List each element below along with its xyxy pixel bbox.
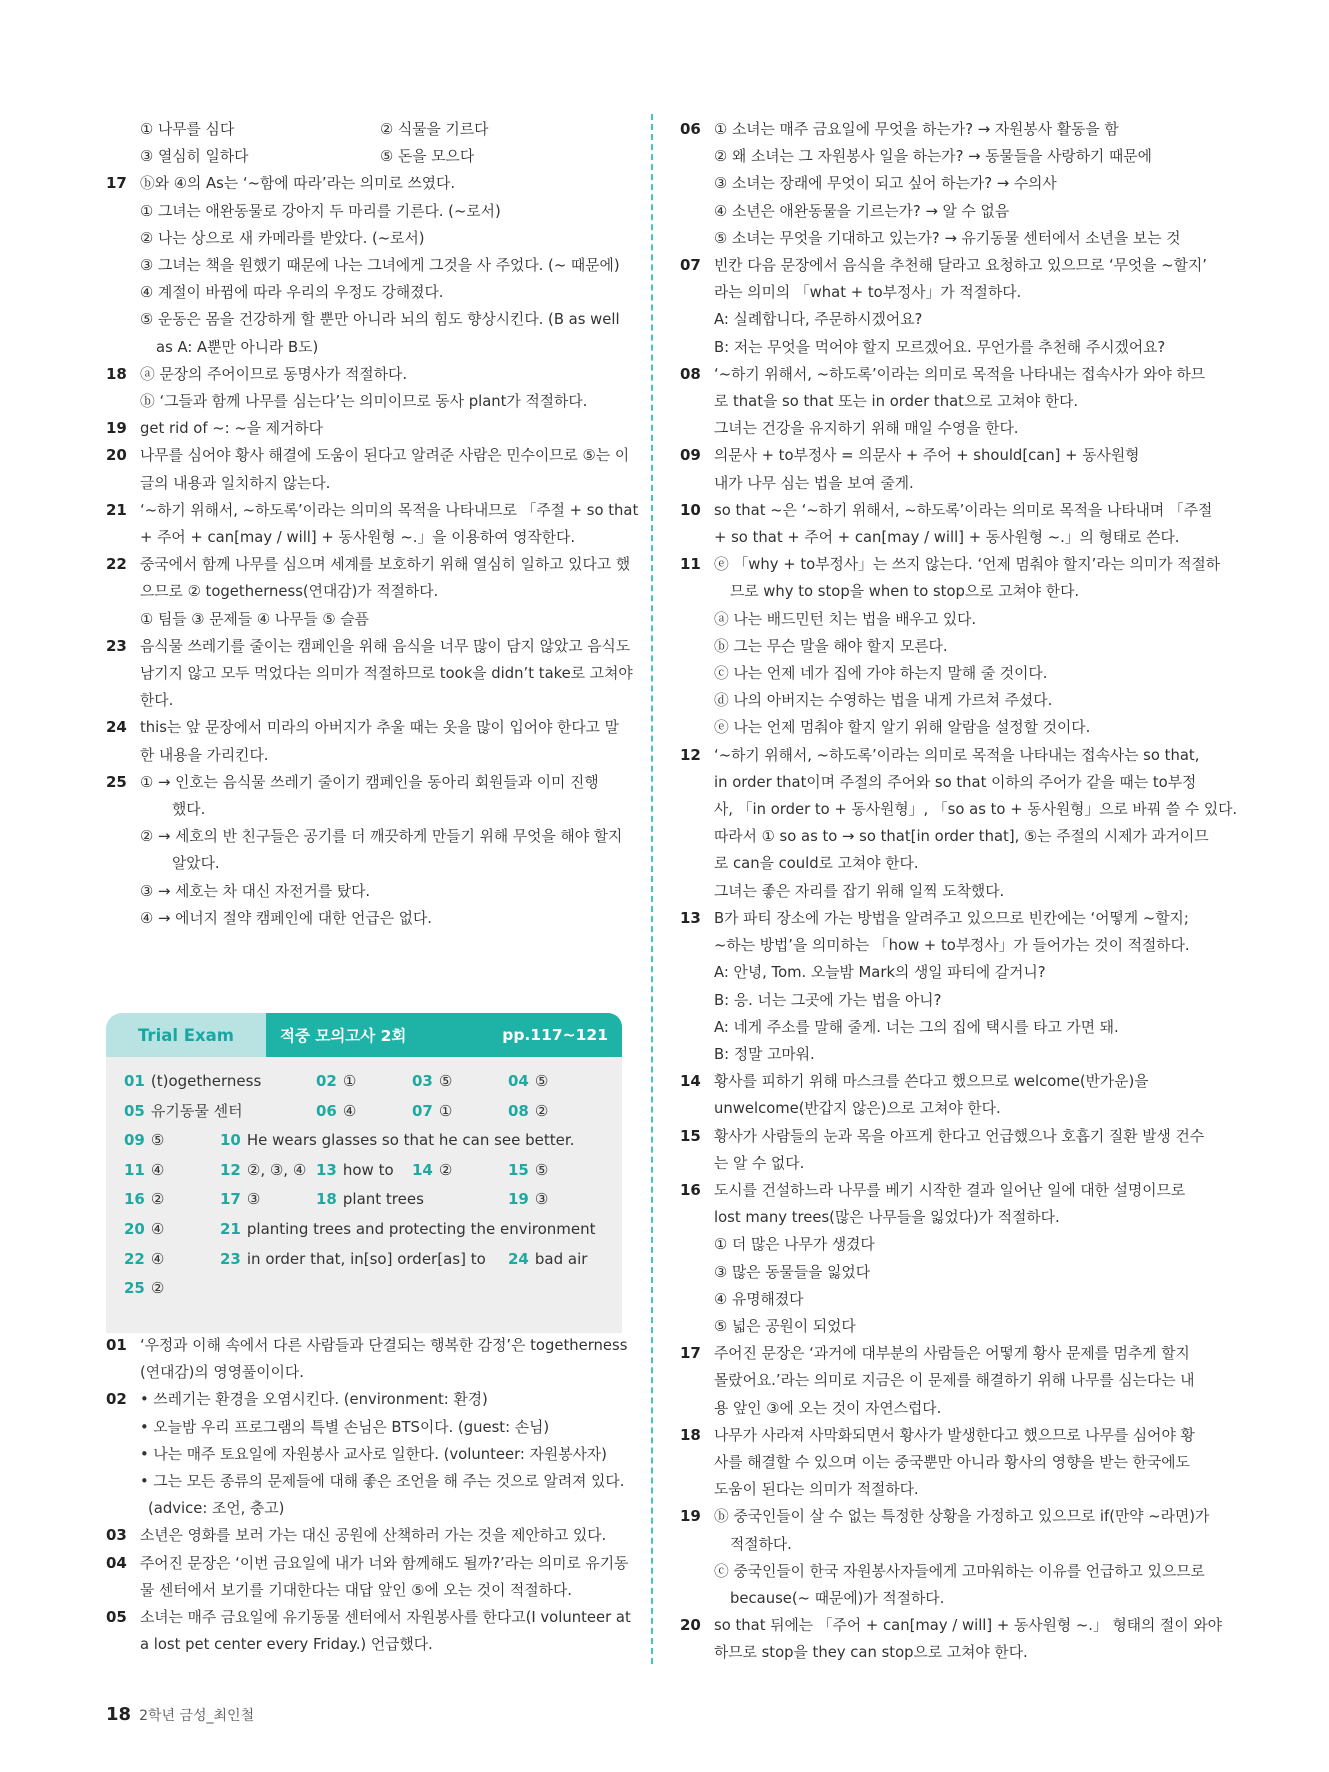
answer-number: 18 (316, 1190, 337, 1209)
answer-cell (124, 1067, 316, 1097)
text-line: 따라서 ① so as to → so that[in order that], ⑤는 주절의 시제가 과거이므 (714, 828, 1209, 846)
answer-row (124, 1215, 608, 1245)
text-line: 그녀는 좋은 자리를 잡기 위해 일찍 도착했다. (714, 882, 1005, 900)
explanation-item (680, 1123, 1205, 1177)
item-body (140, 170, 622, 360)
item-body (140, 1522, 622, 1549)
item-body (140, 714, 622, 768)
text-line: ⑤ 운동은 몸을 건강하게 할 뿐만 아니라 뇌의 힘도 향상시킨다. (B as well (140, 311, 620, 329)
answer-value: ②, ③, ④ (246, 1160, 307, 1179)
answer-value: ③ (534, 1190, 549, 1209)
item-body (140, 769, 622, 932)
text-line: ④ 계절이 바뀜에 따라 우리의 우정도 강해졌다. (140, 284, 444, 302)
answer-row (124, 1067, 608, 1097)
text-line: 소년은 영화를 보러 가는 대신 공원에 산책하러 가는 것을 제안하고 있다. (140, 1527, 607, 1545)
text-line: 물 센터에서 보기를 기대한다는 대답 앞인 ⑤에 오는 것이 적절하다. (140, 1581, 572, 1599)
text-line: 도시를 건설하느라 나무를 베기 시작한 결과 일어난 일에 대한 설명이므로 (714, 1181, 1186, 1199)
text-line: 내가 나무 심는 법을 보여 줄게. (714, 474, 914, 492)
answer-number: 09 (124, 1131, 145, 1150)
item-number: 06 (680, 120, 701, 138)
item-number: 19 (106, 419, 127, 438)
answer-value: ④ (150, 1249, 165, 1268)
text-line: 빈칸 다음 문장에서 음식을 추천해 달라고 요청하고 있으므로 ‘무엇을 ~할지’ (714, 257, 1207, 275)
item-number: 13 (680, 908, 701, 927)
text-line: A: 실례합니다, 주문하시겠어요? (714, 311, 923, 329)
item-body (140, 442, 629, 496)
text-line: 알았다. (172, 855, 220, 873)
text-line: ① 소녀는 매주 금요일에 무엇을 하는가? → 자원봉사 활동을 함 (714, 121, 1119, 138)
text-line: 용 앞인 ③에 오는 것이 자연스럽다. (714, 1399, 942, 1417)
item-body (714, 116, 1198, 252)
text-line: 한 내용을 가리킨다. (140, 746, 269, 764)
text-line: 한다. (140, 692, 174, 710)
text-line: 몰랐어요.’라는 의미로 지금은 이 문제를 해결하기 위해 나무를 심는다는 내 (714, 1372, 1195, 1390)
explanation-item (680, 1340, 1198, 1422)
text-line: 남기지 않고 모두 먹었다는 의미가 적절하므로 took을 didn’t take로 고쳐야 (140, 665, 633, 683)
item-body (714, 1068, 1198, 1122)
text-line: B: 정말 고마워. (714, 1045, 815, 1063)
item-number: 14 (680, 1072, 701, 1091)
answer-number: 14 (412, 1160, 433, 1179)
explanation-item (106, 551, 631, 633)
text-line: + 주어 + can[may / will] + 동사원형 ~.」을 이용하여 영작한다. (140, 529, 576, 547)
explanation-item (106, 361, 622, 415)
text-line: so that 뒤에는 「주어 + can[may / will] + 동사원형 ~.」 형태의 절이 와야 (714, 1617, 1222, 1635)
item-body (140, 116, 622, 170)
text-line: ⓐ 문장의 주어이므로 동명사가 적절하다. (140, 365, 408, 383)
text-line: ⓔ 나는 언제 멈춰야 할지 알기 위해 알람을 설정할 것이다. (714, 719, 1091, 737)
answer-cell (124, 1097, 316, 1127)
item-body (714, 1503, 1209, 1612)
item-number: 21 (106, 500, 127, 519)
answer-number: 03 (412, 1072, 433, 1090)
answer-cell (412, 1156, 508, 1186)
item-number: 19 (680, 1507, 701, 1526)
text-line: 글의 내용과 일치하지 않는다. (140, 474, 331, 492)
text-line: ‘~하기 위해서, ~하도록’이라는 의미로 목적을 나타내는 접속사는 so that, (714, 746, 1200, 764)
answer-cell (220, 1126, 600, 1156)
answer-cell (220, 1245, 508, 1275)
answer-row (124, 1097, 608, 1127)
answer-value: ④ (150, 1219, 165, 1238)
answer-value: ② (150, 1279, 165, 1298)
text-line: ⓑ와 ④의 As는 ‘~함에 따라’라는 의미로 쓰였다. (140, 175, 456, 193)
item-body (140, 1386, 624, 1522)
text-line: • 오늘밤 우리 프로그램의 특별 손님은 BTS이다. (guest: 손님) (140, 1418, 550, 1436)
item-number: 25 (106, 772, 127, 791)
text-line: 사, 「in order to + 동사원형」, 「so as to + 동사원형」으로 바꿔 쓸 수 있다. (714, 801, 1238, 819)
text-line: ⓐ 나는 배드민턴 치는 법을 배우고 있다. (714, 610, 977, 628)
text-line: 주어진 문장은 ‘과거에 대부분의 사람들은 어떻게 황사 문제를 멈추게 할지 (714, 1345, 1190, 1363)
item-number: 03 (106, 1526, 127, 1545)
text-line: + so that + 주어 + can[may / will] + 동사원형 ~.」의 형태로 쓴다. (714, 529, 1180, 547)
text-line: 는 알 수 없다. (714, 1154, 805, 1172)
answer-cell (508, 1185, 568, 1215)
item-body (714, 1612, 1222, 1666)
left-column-bottom (106, 1332, 631, 1658)
answer-number: 17 (220, 1190, 241, 1209)
answer-value: ① (342, 1072, 357, 1090)
answer-key (106, 1057, 622, 1333)
item-body (140, 1332, 627, 1386)
text-line: lost many trees(많은 나무들을 잃었다)가 적절하다. (714, 1209, 1060, 1227)
item-number: 07 (680, 256, 701, 275)
explanation-item (106, 170, 622, 360)
text-line: ① 그녀는 애완동물로 강아지 두 마리를 기른다. (~로서) (140, 202, 501, 220)
answer-row (124, 1126, 608, 1156)
answer-cell (508, 1245, 608, 1275)
answer-number: 08 (508, 1101, 529, 1120)
choice-text: ① 나무를 심다 (140, 121, 235, 138)
text-line: because(~ 때문에)가 적절하다. (730, 1589, 945, 1607)
text-line: ③ 많은 동물들을 잃었다 (714, 1263, 871, 1281)
item-body (140, 551, 630, 633)
item-number: 24 (106, 718, 127, 737)
text-line: 했다. (172, 801, 206, 819)
explanation-item (680, 551, 1221, 741)
explanation-item (106, 1332, 628, 1386)
text-line: ① → 인호는 음식물 쓰레기 줄이기 캠페인을 동아리 회원들과 이미 진행 (140, 773, 599, 791)
explanation-item (680, 116, 1198, 252)
item-number: 23 (106, 636, 127, 655)
answer-value: plant trees (342, 1190, 424, 1209)
item-body (714, 1177, 1198, 1340)
answer-cell (412, 1097, 508, 1127)
text-line: 주어진 문장은 ‘이번 금요일에 내가 너와 함께해도 될까?’라는 의미로 유기동 (140, 1554, 629, 1572)
answer-number: 23 (220, 1249, 241, 1268)
answer-number: 16 (124, 1190, 145, 1209)
text-line: ⓑ ‘그들과 함께 나무를 심는다’는 의미이므로 동사 plant가 적절하다. (140, 393, 588, 411)
explanation-item (680, 905, 1198, 1068)
item-body (714, 742, 1237, 905)
item-body (140, 361, 622, 415)
choice-row (140, 143, 622, 170)
answer-cell (124, 1245, 220, 1275)
explanation-item (680, 497, 1213, 551)
text-line: ⓑ 중국인들이 살 수 없는 특정한 상황을 가정하고 있으므로 if(만약 ~라면)가 (714, 1508, 1210, 1526)
answer-value: (t)ogetherness (150, 1072, 262, 1090)
text-line: (연대감)의 영영풀이이다. (140, 1364, 304, 1382)
text-line: 중국에서 함께 나무를 심으며 세계를 보호하기 위해 열심히 일하고 있다고 했 (140, 556, 631, 574)
explanation-item (106, 116, 622, 170)
answer-value: ④ (150, 1160, 165, 1179)
text-line: B: 저는 무엇을 먹어야 할지 모르겠어요. 무언가를 추천해 주시겠어요? (714, 338, 1166, 356)
answer-number: 06 (316, 1101, 337, 1120)
text-line: 라는 의미의 「what + to부정사」가 적절하다. (714, 284, 1022, 302)
text-line: ⓓ 나의 아버지는 수영하는 법을 내게 가르쳐 주셨다. (714, 692, 1053, 710)
answer-cell (316, 1156, 412, 1186)
text-line: 으므로 ② togetherness(연대감)가 적절하다. (140, 583, 439, 601)
answer-number: 01 (124, 1072, 145, 1090)
choice-text: ③ 열심히 일하다 (140, 148, 249, 166)
item-body (140, 633, 633, 715)
answer-cell (220, 1156, 316, 1186)
page-number: 18 (106, 1704, 132, 1725)
item-number: 17 (680, 1344, 701, 1363)
text-line: ⓑ 그는 무슨 말을 해야 할지 모른다. (714, 637, 948, 655)
answer-number: 02 (316, 1072, 337, 1090)
text-line: ③ → 세호는 차 대신 자전거를 탔다. (140, 882, 371, 900)
text-line: 나무가 사라져 사막화되면서 황사가 발생한다고 했으므로 나무를 심어야 황 (714, 1426, 1195, 1444)
text-line: 로 that을 so that 또는 in order that으로 고쳐야 한다. (714, 393, 1079, 411)
explanation-item (680, 1503, 1210, 1612)
item-body (140, 497, 638, 551)
text-line: A: 네게 주소를 말해 줄게. 너는 그의 집에 택시를 타고 가면 돼. (714, 1018, 1119, 1036)
text-line: B가 파티 장소에 가는 방법을 알려주고 있으므로 빈칸에는 ‘어떻게 ~할지; (714, 909, 1189, 927)
text-line: ③ 그녀는 책을 원했기 때문에 나는 그녀에게 그것을 사 주었다. (~ 때문에) (140, 257, 620, 275)
choice-row (140, 116, 622, 143)
answer-number: 07 (412, 1101, 433, 1120)
text-line: ‘~하기 위해서, ~하도록’이라는 의미로 목적을 나타내는 접속사가 와야 하므 (714, 365, 1206, 383)
answer-cell (124, 1274, 220, 1304)
text-line: ‘~하기 위해서, ~하도록’이라는 의미의 목적을 나타내므로 「주절 + so that (140, 501, 639, 519)
explanation-item (680, 361, 1206, 443)
item-body (714, 442, 1198, 496)
answer-value: He wears glasses so that he can see better. (246, 1131, 575, 1150)
answer-cell (508, 1097, 588, 1127)
answer-value: ② (534, 1101, 549, 1120)
item-body (140, 1550, 628, 1604)
trial-exam-title-bar (266, 1013, 622, 1057)
item-number: 01 (106, 1336, 127, 1354)
answer-value: bad air (534, 1249, 588, 1268)
text-line: in order that이며 주절의 주어와 so that 이하의 주어가 같을 때는 to부정 (714, 773, 1197, 791)
answer-value: ④ (342, 1101, 357, 1120)
trial-exam-tab: Trial Exam (106, 1013, 266, 1057)
text-line: this는 앞 문장에서 미라의 아버지가 추울 때는 옷을 많이 입어야 한다고 말 (140, 719, 619, 737)
text-line: ⑤ 넓은 공원이 되었다 (714, 1317, 856, 1335)
item-number (106, 116, 140, 170)
text-line: 소녀는 매주 금요일에 유기동물 센터에서 자원봉사를 한다고(I volunteer at (140, 1609, 631, 1627)
answer-row (124, 1245, 608, 1275)
page-footer (106, 1704, 254, 1725)
item-number: 16 (680, 1180, 701, 1199)
item-body (714, 361, 1205, 443)
text-line: ① 팀들 ③ 문제들 ④ 나무들 ⑤ 슬픔 (140, 610, 369, 628)
item-number: 18 (106, 364, 127, 383)
explanation-item (106, 497, 639, 551)
text-line: ⓒ 나는 언제 네가 집에 가야 하는지 말해 줄 것이다. (714, 665, 1048, 683)
explanation-item (680, 1612, 1222, 1666)
explanation-item (680, 1068, 1198, 1122)
text-line: ⓒ 중국인들이 한국 자원봉사자들에게 고마워하는 이유를 언급하고 있으므로 (714, 1562, 1205, 1580)
answer-value: ⑤ (438, 1072, 453, 1090)
text-line: ~하는 방법’을 의미하는 「how + to부정사」가 들어가는 것이 적절하다. (714, 937, 1190, 955)
explanation-item (106, 1604, 631, 1658)
item-number: 10 (680, 500, 701, 519)
column-divider (651, 114, 653, 1664)
explanation-item (680, 742, 1238, 905)
answer-value: how to (342, 1160, 394, 1179)
footer-text: 2학년 금성_최인철 (139, 1708, 255, 1724)
item-body (714, 252, 1207, 361)
text-line: 음식물 쓰레기를 줄이는 캠페인을 위해 음식을 너무 많이 담지 않았고 음식도 (140, 637, 631, 655)
answer-value: in order that, in[so] order[as] to (246, 1249, 486, 1268)
text-line: 사를 해결할 수 있으며 이는 중국뿐만 아니라 황사의 영향을 받는 한국에도 (714, 1453, 1190, 1471)
explanation-item (106, 714, 622, 768)
item-body (140, 1604, 631, 1658)
item-number: 08 (680, 364, 701, 383)
explanation-item (680, 442, 1198, 496)
choice-text: ⑤ 돈을 모으다 (380, 148, 475, 166)
explanation-item (106, 442, 630, 496)
answer-row (124, 1185, 608, 1215)
item-number: 02 (106, 1390, 127, 1409)
item-number: 20 (680, 1616, 701, 1635)
item-number: 15 (680, 1126, 701, 1145)
answer-number: 19 (508, 1190, 529, 1209)
text-line: get rid of ~: ~을 제거하다 (140, 420, 323, 438)
explanation-item (106, 1522, 622, 1549)
answer-cell (316, 1185, 508, 1215)
explanation-item (680, 252, 1207, 361)
text-line: ⓔ 「why + to부정사」는 쓰지 않는다. ‘언제 멈춰야 할지’라는 의미가 적절하 (714, 556, 1221, 574)
text-line: ④ 유명해졌다 (714, 1290, 804, 1308)
text-line: 황사가 사람들의 눈과 목을 아프게 한다고 언급했으나 호흡기 질환 발생 건수 (714, 1127, 1205, 1145)
item-number: 11 (680, 555, 701, 574)
answer-number: 12 (220, 1160, 241, 1179)
exam-pages: pp.117~121 (502, 1026, 608, 1044)
answer-number: 22 (124, 1249, 145, 1268)
item-number: 09 (680, 446, 701, 465)
text-line: 도움이 된다는 의미가 적절하다. (714, 1481, 919, 1499)
text-line: 므로 why to stop을 when to stop으로 고쳐야 한다. (730, 583, 1080, 601)
answer-cell (124, 1156, 220, 1186)
text-line: (advice: 조언, 충고) (148, 1500, 285, 1518)
item-number: 20 (106, 446, 127, 465)
left-column-top (106, 116, 639, 932)
item-body (714, 1340, 1198, 1422)
text-line: a lost pet center every Friday.) 언급했다. (140, 1636, 433, 1654)
answer-value: planting trees and protecting the environment (246, 1219, 596, 1238)
text-line: 로 can을 could로 고쳐야 한다. (714, 855, 919, 873)
answer-value: ② (150, 1190, 165, 1209)
answer-cell (508, 1067, 588, 1097)
item-number: 17 (106, 174, 127, 193)
answer-cell (316, 1097, 412, 1127)
answer-number: 21 (220, 1219, 241, 1238)
text-line: so that ~은 ‘~하기 위해서, ~하도록’이라는 의미로 목적을 나타내며 「주절 (714, 501, 1213, 519)
answer-cell (508, 1156, 568, 1186)
answer-number: 05 (124, 1101, 145, 1120)
text-line: 나무를 심어야 황사 해결에 도움이 된다고 알려준 사람은 민수이므로 ⑤는 이 (140, 447, 630, 465)
text-line: 하므로 stop을 they can stop으로 고쳐야 한다. (714, 1644, 1028, 1662)
item-number: 12 (680, 745, 701, 764)
item-number: 05 (106, 1608, 127, 1627)
answer-cell (124, 1185, 220, 1215)
answer-cell (124, 1126, 220, 1156)
answer-value: 유기동물 센터 (150, 1101, 243, 1120)
exam-title: 적중 모의고사 2회 (280, 1027, 407, 1045)
answer-number: 15 (508, 1160, 529, 1179)
text-line: ② 나는 상으로 새 카메라를 받았다. (~로서) (140, 229, 425, 247)
answer-cell (124, 1215, 220, 1245)
right-column (680, 116, 1238, 1667)
item-body (714, 905, 1198, 1068)
item-body (714, 1123, 1204, 1177)
text-line: ① 더 많은 나무가 생겼다 (714, 1236, 875, 1254)
explanation-item (106, 769, 622, 932)
text-line: ④ 소년은 애완동물을 기르는가? → 알 수 없음 (714, 202, 1010, 220)
text-line: ② → 세호의 반 친구들은 공기를 더 깨끗하게 만들기 위해 무엇을 해야 할지 (140, 828, 623, 846)
trial-exam-box (106, 1013, 622, 1333)
text-line: 황사를 피하기 위해 마스크를 쓴다고 했으므로 welcome(반가운)을 (714, 1073, 1149, 1091)
answer-value: ① (438, 1101, 453, 1120)
text-line: ⑤ 소녀는 무엇을 기대하고 있는가? → 유기동물 센터에서 소년을 보는 것 (714, 229, 1181, 247)
text-line: 의문사 + to부정사 = 의문사 + 주어 + should[can] + 동사원형 (714, 447, 1140, 465)
text-line: ③ 소녀는 장래에 무엇이 되고 싶어 하는가? → 수의사 (714, 175, 1057, 193)
answer-cell (220, 1215, 600, 1245)
answer-number: 25 (124, 1279, 145, 1298)
answer-number: 20 (124, 1219, 145, 1238)
item-body (714, 497, 1212, 551)
text-line: ② 왜 소녀는 그 자원봉사 일을 하는가? → 동물들을 사랑하기 때문에 (714, 148, 1152, 166)
item-number: 04 (106, 1553, 127, 1572)
text-line: ④ → 에너지 절약 캠페인에 대한 언급은 없다. (140, 909, 432, 927)
explanation-item (106, 1550, 629, 1604)
answer-row (124, 1156, 608, 1186)
item-body (714, 551, 1220, 741)
item-number: 22 (106, 555, 127, 574)
explanation-item (680, 1422, 1198, 1504)
choice-text: ② 식물을 기르다 (380, 121, 489, 138)
answer-value: ② (438, 1160, 453, 1179)
text-line: • 쓰레기는 환경을 오염시킨다. (environment: 환경) (140, 1391, 488, 1409)
item-number: 18 (680, 1425, 701, 1444)
answer-number: 24 (508, 1249, 529, 1268)
explanation-item (680, 1177, 1198, 1340)
explanation-item (106, 415, 622, 442)
answer-number: 11 (124, 1160, 145, 1179)
text-line: 그녀는 건강을 유지하기 위해 매일 수영을 한다. (714, 420, 1019, 438)
answer-cell (220, 1185, 316, 1215)
item-body (140, 415, 622, 442)
answer-value: ⑤ (534, 1160, 549, 1179)
text-line: 적절하다. (730, 1535, 792, 1553)
explanation-item (106, 1386, 625, 1522)
answer-number: 04 (508, 1072, 529, 1090)
text-line: unwelcome(반갑지 않은)으로 고쳐야 한다. (714, 1100, 1001, 1118)
text-line: as A: A뿐만 아니라 B도) (156, 338, 319, 356)
trial-exam-header (106, 1013, 622, 1057)
text-line: ‘우정과 이해 속에서 다른 사람들과 단결되는 행복한 감정’은 togetherness (140, 1337, 628, 1354)
text-line: • 그는 모든 종류의 문제들에 대해 좋은 조언을 해 주는 것으로 알려져 있다. (140, 1473, 625, 1491)
answer-cell (412, 1067, 508, 1097)
text-line: A: 안녕, Tom. 오늘밤 Mark의 생일 파티에 갈거니? (714, 964, 1046, 982)
answer-value: ⑤ (534, 1072, 549, 1090)
answer-number: 13 (316, 1160, 337, 1179)
answer-value: ⑤ (150, 1131, 165, 1150)
answer-row (124, 1274, 608, 1304)
answer-number: 10 (220, 1131, 241, 1150)
text-line: B: 응. 너는 그곳에 가는 법을 아니? (714, 991, 942, 1009)
answer-value: ③ (246, 1190, 261, 1209)
answer-cell (316, 1067, 412, 1097)
explanation-item (106, 633, 633, 715)
item-body (714, 1422, 1198, 1504)
text-line: • 나는 매주 토요일에 자원봉사 교사로 일한다. (volunteer: 자원봉사자) (140, 1445, 607, 1463)
